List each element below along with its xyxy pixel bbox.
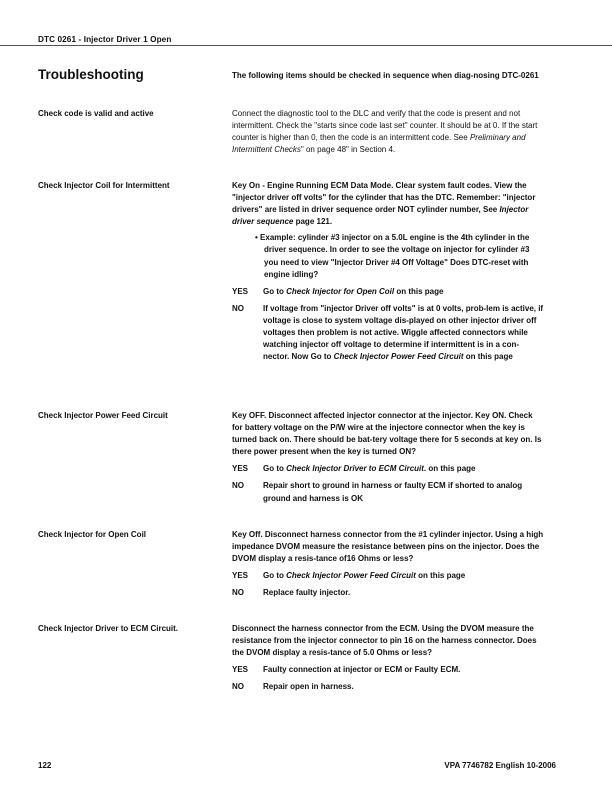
coil-bullet: • Example: cylinder #3 injector on a 5.0L engine is the 4th cylinder in the driver sequence. In order to see the voltage on injector for cylinder #3 you need to view "Injector Driver #4 Off Voltage" Does DTC-reset with engine idling? [255, 233, 530, 279]
ecm-yes-key: YES [232, 665, 249, 675]
label-check-power-feed: Check Injector Power Feed Circuit [38, 411, 168, 420]
ecm-no-row [232, 681, 544, 693]
power-no-row [232, 480, 544, 504]
power-yes-key: YES [232, 464, 249, 474]
intro-text: The following items should be checked in sequence when diag-nosing DTC-0261 [232, 71, 539, 80]
coil-no-a: If voltage from "injector Driver off volts" is at 0 volts, prob-lem is active, if voltage is close to system voltage dis-played on other injector driver off voltages then problem is not active. Wiggle affected connectors while watching injector off voltage to determine if intermittent is in a con-nector. Now Go to [263, 303, 544, 362]
power-feed-text: Key OFF. Disconnect affected injector connector at the injector. Key ON. Check for battery voltage on the P/W wire at the injectore connector when the key is turned back on. There should be bat-tery voltage there for 5 seconds at key on. Is there power present when the key is turned ON? [232, 411, 542, 457]
coil-yes-a: Go to [263, 286, 287, 296]
valid-text-b: " on page 48" in Section 4. [300, 145, 396, 155]
open-yes-ref: Check Injector Power Feed Circuit [286, 571, 416, 581]
power-yes-a: Go to [263, 464, 287, 474]
open-no-row [232, 587, 544, 599]
coil-ref: Injector driver sequence [232, 205, 529, 227]
coil-yes-ref: Check Injector for Open Coil [286, 286, 395, 296]
label-check-driver-ecm: Check Injector Driver to ECM Circuit. [38, 624, 179, 633]
page-number: 122 [38, 761, 52, 770]
coil-no-row [232, 303, 544, 363]
body-check-coil-intermittent [232, 180, 544, 363]
body-check-driver-ecm [232, 623, 544, 693]
section-heading: Troubleshooting [38, 67, 144, 82]
coil-yes-b: on this page [394, 286, 444, 296]
power-no-key: NO [232, 481, 244, 491]
driver-ecm-text: Disconnect the harness connector from the ECM. Using the DVOM measure the resistance from the injector connector to pin 16 on the harness connector. Does the DVOM display a resis-tance of 5.0 Ohms or less? [232, 624, 537, 658]
open-yes-key: YES [232, 571, 249, 581]
open-coil-text: Key Off. Disconnect harness connector from the #1 cylinder injector. Using a high impedance DVOM measure the resistance between pins on the injector. Does the DVOM display a resis-tance of16 Ohms or less? [232, 530, 544, 564]
power-yes-ref: Check Injector Driver to ECM Circuit [286, 464, 424, 474]
coil-yes-key: YES [232, 286, 249, 296]
header-title: DTC 0261 - Injector Driver 1 Open [38, 35, 172, 44]
open-no-key: NO [232, 588, 244, 598]
label-check-coil-intermittent: Check Injector Coil for Intermittent [38, 181, 170, 190]
open-no-text: Replace faulty injector. [263, 588, 351, 598]
open-yes-b: on this page [415, 571, 466, 581]
ecm-no-text: Repair open in harness. [263, 682, 354, 692]
body-check-power-feed [232, 410, 544, 505]
body-check-open-coil [232, 529, 544, 599]
power-yes-row [232, 463, 544, 475]
ecm-no-key: NO [232, 682, 244, 692]
valid-text-a: Connect the diagnostic tool to the DLC and verify that the code is present and not intermittent. Check the "starts since code last set" counter. It should be at 0. If the start counter is higher than 0, then the code is an intermittent code. See [232, 109, 538, 143]
coil-text-b: page 121. [293, 217, 333, 227]
label-check-code-valid: Check code is valid and active [38, 109, 154, 118]
coil-no-key: NO [232, 303, 244, 313]
ecm-yes-row [232, 664, 544, 676]
page-header [0, 0, 612, 46]
coil-no-b: on this page [463, 352, 513, 362]
ecm-yes-text: Faulty connection at injector or ECM or Faulty ECM. [263, 665, 461, 675]
body-check-code-valid [232, 108, 544, 156]
valid-ref: Preliminary and Intermittent Checks [232, 133, 526, 155]
label-check-open-coil: Check Injector for Open Coil [38, 530, 147, 539]
power-no-text: Repair short to ground in harness or faulty ECM if shorted to analog ground and harness is OK [263, 481, 523, 503]
power-yes-b: . on this page [423, 464, 476, 474]
coil-text-a: Key On - Engine Running ECM Data Mode. Clear system fault codes. View the "injector driver off volts" for the cylinder that has the DTC. Remember: "injector drivers" are listed in driver sequence order NOT cylinder number, See [232, 181, 536, 215]
open-yes-a: Go to [263, 571, 287, 581]
open-yes-row [232, 570, 544, 582]
coil-yes-row [232, 286, 544, 298]
coil-no-ref: Check Injector Power Feed Circuit [333, 352, 464, 362]
document-id: VPA 7746782 English 10-2006 [444, 761, 556, 770]
coil-bullet-text: Example: cylinder #3 injector on a 5.0L engine is the 4th cylinder in the driver sequence. In order to see the voltage on injector for cylinder #3 you need to view "Injector Driver #4 Off Voltage" Does DTC-reset with engine idling? [260, 233, 530, 279]
